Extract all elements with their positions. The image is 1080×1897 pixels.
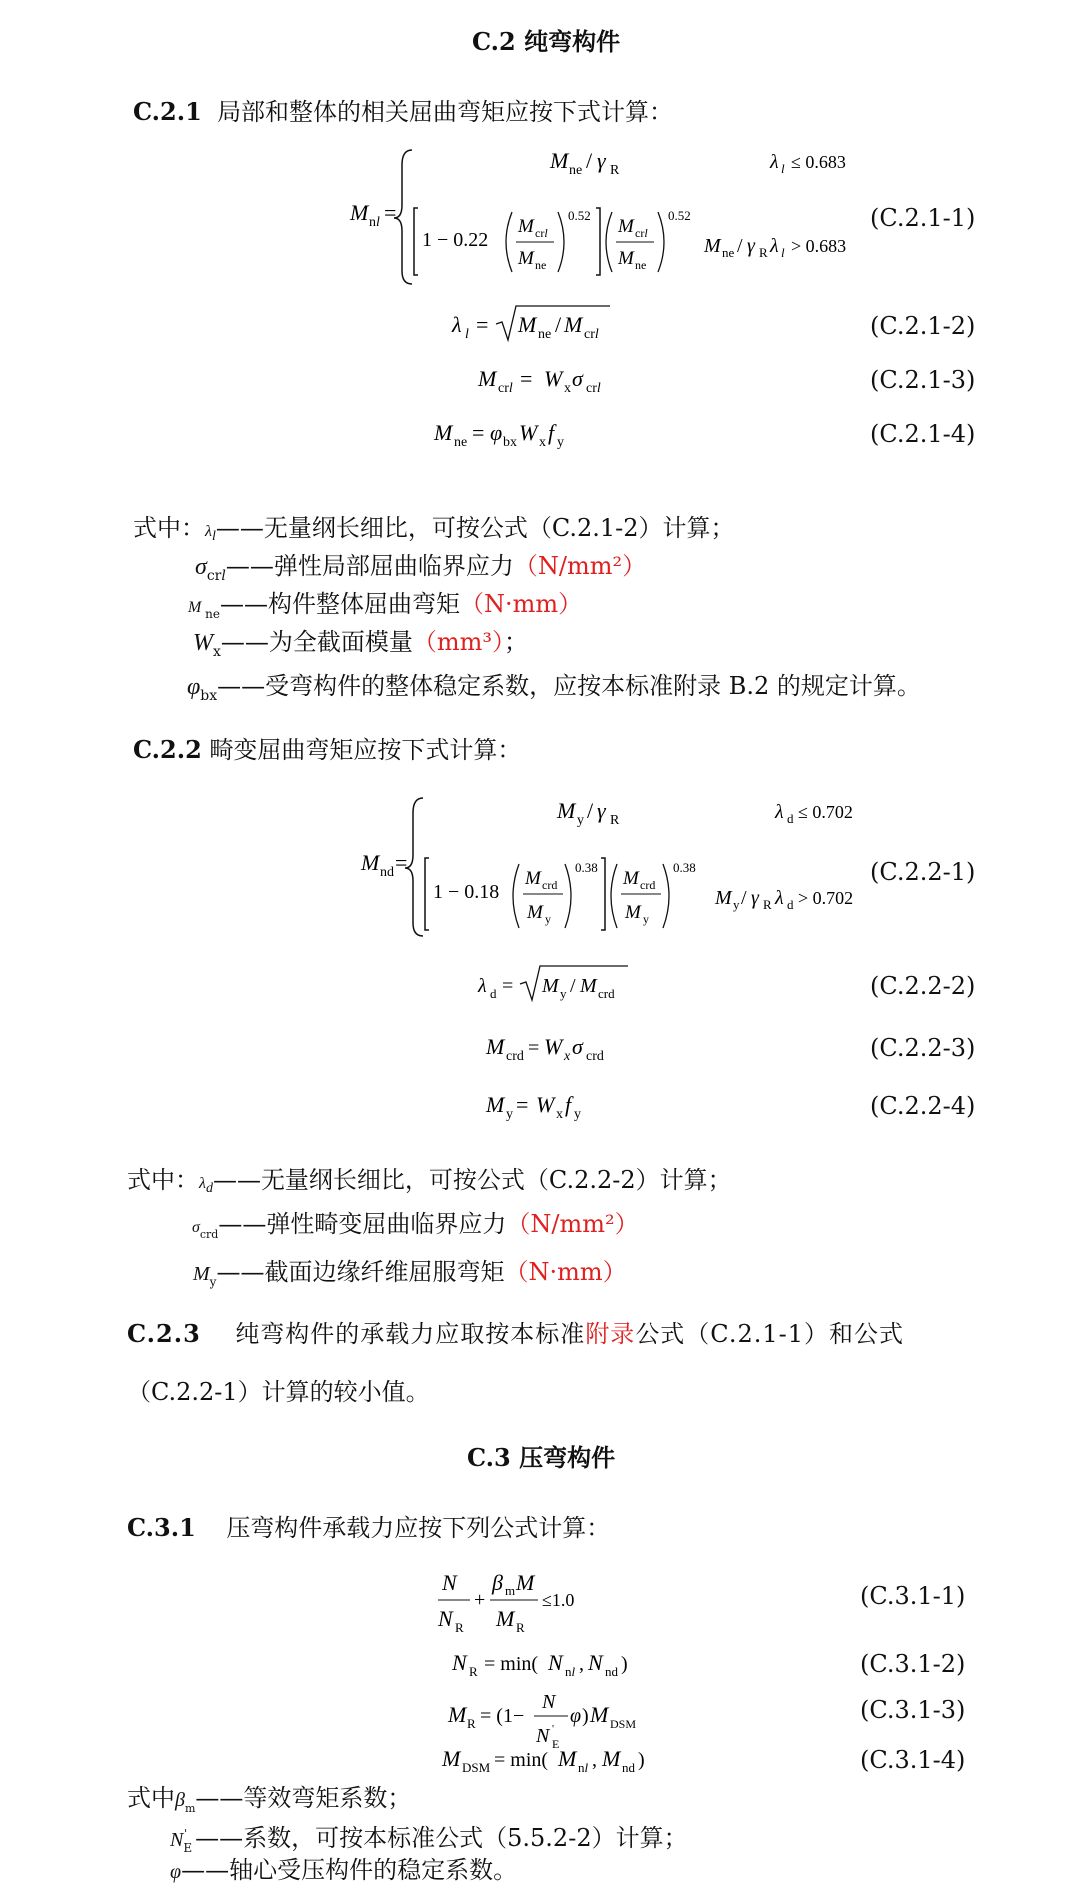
- svg-text:σ: σ: [572, 366, 583, 391]
- definition-lambda-d: 式中：$\lambda_d——$无量纲长细比，可按公式（C.2.2-2）计算；: [127, 1166, 732, 1197]
- cond-1: ≤ 0.683: [791, 152, 846, 172]
- svg-text:R: R: [610, 813, 620, 828]
- svg-text:N: N: [588, 1650, 603, 1675]
- svg-text:crd: crd: [506, 1049, 524, 1064]
- equation-c2-2-1: [355, 790, 915, 940]
- unit: （N/mm²）: [506, 1210, 639, 1238]
- svg-text:M: M: [496, 1606, 515, 1631]
- eq-number: (C.2.1-3): [870, 366, 976, 394]
- svg-text:λ: λ: [775, 887, 784, 909]
- svg-text:M: M: [516, 1570, 535, 1595]
- svg-text:nd: nd: [605, 1664, 618, 1679]
- svg-text:=: =: [476, 312, 489, 337]
- svg-text:ne: ne: [635, 258, 647, 272]
- svg-text:=: =: [384, 200, 397, 225]
- clause-number: C.2.2: [133, 735, 202, 764]
- svg-text:y: y: [560, 986, 567, 1001]
- equation-c2-1-2: [440, 302, 640, 348]
- unit: （N/mm²）: [513, 552, 647, 580]
- definition-m-ne: M $_{ne}$——构件整体屈曲弯矩（N·mm）: [188, 590, 583, 621]
- svg-text:M: M: [618, 248, 634, 269]
- svg-text:crd: crd: [640, 878, 656, 892]
- svg-text:M: M: [704, 235, 721, 257]
- clause-number: C.3.1: [127, 1513, 196, 1542]
- svg-text:M: M: [527, 902, 543, 923]
- svg-text:γ: γ: [597, 148, 606, 173]
- svg-text:ne: ne: [454, 435, 468, 450]
- svg-text:N: N: [438, 1606, 453, 1631]
- equation-c2-2-2: [470, 962, 670, 1008]
- svg-text:λ: λ: [770, 151, 779, 173]
- coef: 1 − 0.22: [422, 229, 489, 251]
- definition-phi: φ——轴心受压构件的稳定系数。: [170, 1856, 518, 1884]
- svg-text:y: y: [733, 897, 740, 912]
- section-title-c2: C.2 纯弯构件: [472, 27, 621, 56]
- svg-text:m: m: [505, 1583, 516, 1598]
- equation-c2-2-3: [480, 1024, 680, 1070]
- eq-number: (C.2.1-1): [870, 204, 976, 232]
- svg-text:ne: ne: [569, 163, 583, 178]
- svg-text:=: =: [502, 975, 514, 997]
- svg-text:x: x: [564, 1049, 571, 1064]
- definition-sigma-crd: $\sigma_{crd}——$弹性畸变屈曲临界应力（N/mm²）: [192, 1210, 639, 1241]
- svg-text:crl: crl: [635, 226, 648, 240]
- svg-text:M: M: [602, 1746, 621, 1771]
- svg-text:M: M: [580, 975, 597, 997]
- svg-text:= min(: = min(: [494, 1749, 549, 1771]
- svg-text:N: N: [542, 1691, 556, 1713]
- svg-text:d: d: [490, 986, 497, 1001]
- svg-text:λ: λ: [452, 312, 462, 337]
- definition-m-y: $M_y——$截面边缘纤维屈服弯矩（N·mm）: [193, 1258, 627, 1289]
- svg-text:R: R: [455, 1620, 464, 1635]
- unit: （N·mm）: [504, 1258, 627, 1286]
- svg-text:M: M: [518, 312, 537, 337]
- equation-c3-1-4: [436, 1736, 696, 1780]
- svg-text:f: f: [565, 1092, 572, 1117]
- equation-c2-2-4: [480, 1082, 680, 1128]
- svg-text:d: d: [787, 897, 794, 912]
- svg-text:R: R: [467, 1716, 476, 1731]
- svg-text:= min(: = min(: [484, 1653, 539, 1675]
- svg-text:N: N: [536, 1725, 550, 1747]
- svg-text:σ: σ: [572, 1034, 583, 1059]
- svg-text:DSM: DSM: [610, 1717, 637, 1731]
- svg-text:): ): [621, 1653, 628, 1675]
- svg-text:d: d: [787, 811, 794, 826]
- svg-text:l: l: [465, 327, 469, 342]
- svg-text:f: f: [548, 420, 555, 445]
- clause-number: C.2.1: [133, 97, 202, 126]
- svg-text:/: /: [741, 887, 747, 909]
- svg-text:l: l: [781, 245, 785, 260]
- svg-text:ne: ne: [538, 327, 552, 342]
- svg-text:γ: γ: [597, 798, 606, 823]
- svg-text:R: R: [763, 897, 772, 912]
- svg-text:W: W: [519, 420, 538, 445]
- svg-text:M: M: [625, 902, 641, 923]
- svg-text:,: ,: [579, 1653, 584, 1675]
- svg-text:E: E: [552, 1737, 560, 1751]
- svg-text:φ: φ: [490, 420, 503, 445]
- eq-number: (C.2.2-4): [870, 1092, 976, 1120]
- svg-text:y: y: [545, 912, 551, 926]
- appendix-link: 附录: [585, 1320, 636, 1348]
- definition-phi-bx: $\varphi_{bx}——$受弯构件的整体稳定系数，应按本标准附录 B.2 的规定计算。: [187, 672, 921, 704]
- where-label: 式中：: [133, 514, 205, 542]
- svg-text:M: M: [350, 200, 369, 225]
- svg-text:/: /: [586, 148, 593, 173]
- svg-text:M: M: [623, 868, 639, 889]
- definition-w-x: $W_x——$为全截面模量（mm³）；: [193, 628, 529, 660]
- svg-text:M: M: [558, 1746, 577, 1771]
- exp-1: 0.52: [568, 208, 591, 223]
- svg-text:R: R: [516, 1620, 525, 1635]
- svg-text:crd: crd: [598, 986, 615, 1001]
- svg-text:β: β: [492, 1570, 503, 1595]
- svg-text:N: N: [442, 1570, 457, 1595]
- definition-n-e: $N_E'$ ——系数，可按本标准公式（5.5.2-2）计算；: [170, 1824, 688, 1855]
- svg-text:R: R: [610, 163, 620, 178]
- clause-c2-3: C.2.3 纯弯构件的承载力应取按本标准附录公式（C.2.1-1）和公式: [127, 1319, 904, 1348]
- svg-text:nd: nd: [380, 865, 394, 880]
- equation-c2-1-3: [470, 356, 670, 402]
- equation-c3-1-1: [430, 1562, 630, 1636]
- svg-text:): ): [638, 1749, 645, 1771]
- svg-text:W: W: [536, 1092, 555, 1117]
- svg-text:crl: crl: [535, 226, 548, 240]
- definition-beta-m: 式中$\beta_m——$等效弯矩系数；: [127, 1784, 412, 1815]
- exp-2: 0.52: [668, 208, 691, 223]
- svg-text:crl: crl: [584, 327, 599, 342]
- svg-text:W: W: [544, 366, 563, 391]
- svg-text:=: =: [520, 366, 533, 391]
- svg-text:x: x: [556, 1107, 563, 1122]
- svg-text:M: M: [442, 1746, 461, 1771]
- svg-text:M: M: [448, 1702, 467, 1727]
- svg-text:): ): [582, 1705, 589, 1727]
- svg-text:crl: crl: [498, 381, 513, 396]
- svg-text:= (1−: = (1−: [480, 1705, 525, 1727]
- eq-number: (C.2.2-3): [870, 1034, 976, 1062]
- eq-number: (C.3.1-2): [860, 1650, 966, 1678]
- svg-text:y: y: [557, 435, 564, 450]
- svg-text:φ: φ: [570, 1705, 582, 1727]
- svg-text:=: =: [472, 420, 485, 445]
- eq-number: (C.2.2-1): [870, 858, 976, 886]
- svg-text:nl: nl: [578, 1760, 589, 1775]
- svg-text:M: M: [525, 868, 541, 889]
- clause-c2-1: [133, 96, 673, 128]
- definition-lambda-l: 式中：$\lambda_l——$无量纲长细比，可按公式（C.2.1-2）计算；: [133, 514, 735, 545]
- svg-text:N: N: [452, 1650, 467, 1675]
- svg-text:y: y: [577, 813, 584, 828]
- unit: （mm³）: [412, 628, 505, 656]
- svg-text:M: M: [550, 148, 569, 173]
- svg-text:l: l: [781, 161, 785, 176]
- svg-text:R: R: [759, 245, 768, 260]
- svg-text:=: =: [516, 1092, 529, 1117]
- where-label: 式中: [127, 1784, 175, 1812]
- svg-text:ne: ne: [722, 245, 735, 260]
- equation-c2-1-4: [430, 410, 630, 456]
- svg-text:M: M: [486, 1092, 505, 1117]
- eq-number: (C.3.1-1): [860, 1582, 966, 1610]
- svg-text:M: M: [590, 1702, 609, 1727]
- svg-text:M: M: [518, 216, 534, 237]
- svg-text:M: M: [361, 850, 380, 875]
- eq-number: (C.2.2-2): [870, 972, 976, 1000]
- svg-text:λ: λ: [775, 801, 784, 823]
- svg-text:M: M: [618, 216, 634, 237]
- svg-text:M: M: [542, 975, 559, 997]
- svg-text:nl: nl: [369, 215, 380, 230]
- svg-text:λ: λ: [770, 235, 779, 257]
- svg-text:crd: crd: [586, 1049, 604, 1064]
- cond-2: > 0.702: [798, 888, 854, 908]
- svg-text:M: M: [557, 798, 576, 823]
- svg-text:x: x: [539, 435, 546, 450]
- svg-text:/: /: [587, 798, 594, 823]
- svg-text:bx: bx: [503, 435, 517, 450]
- cond-1: ≤ 0.702: [798, 802, 853, 822]
- svg-text:R: R: [469, 1664, 478, 1679]
- clause-c3-1: [127, 1512, 610, 1544]
- svg-text:ne: ne: [535, 258, 547, 272]
- clause-c2-3-line2: （C.2.2-1）计算的较小值。: [127, 1378, 430, 1406]
- svg-text:M: M: [478, 366, 497, 391]
- exp-1: 0.38: [575, 860, 598, 875]
- svg-text:': ': [552, 1723, 554, 1735]
- equation-c3-1-2: [448, 1640, 668, 1684]
- svg-text:DSM: DSM: [462, 1760, 491, 1775]
- svg-text:nd: nd: [622, 1760, 635, 1775]
- clause-text: 局部和整体的相关屈曲弯矩应按下式计算：: [217, 98, 674, 126]
- svg-text:crd: crd: [542, 878, 558, 892]
- svg-text:γ: γ: [747, 235, 755, 257]
- svg-text:=: =: [395, 850, 408, 875]
- limit: ≤1.0: [542, 1590, 575, 1610]
- svg-text:M: M: [434, 420, 453, 445]
- clause-c2-2: [133, 734, 521, 766]
- eq-number: (C.3.1-4): [860, 1746, 966, 1774]
- clause-text: 压弯构件承载力应按下列公式计算：: [226, 1514, 611, 1542]
- svg-text:nl: nl: [565, 1664, 576, 1679]
- svg-text:,: ,: [592, 1749, 597, 1771]
- svg-text:/: /: [570, 975, 576, 997]
- eq-number: (C.2.1-2): [870, 312, 976, 340]
- where-label: 式中：: [127, 1166, 199, 1194]
- svg-text:M: M: [715, 887, 732, 909]
- eq-number: (C.2.1-4): [870, 420, 976, 448]
- svg-text:M: M: [564, 312, 583, 337]
- svg-text:M: M: [486, 1034, 505, 1059]
- clause-text: 畸变屈曲弯矩应按下式计算：: [209, 736, 522, 764]
- svg-text:y: y: [643, 912, 649, 926]
- exp-2: 0.38: [673, 860, 696, 875]
- coef: 1 − 0.18: [433, 881, 500, 903]
- svg-text:W: W: [544, 1034, 563, 1059]
- cond-2: > 0.683: [791, 236, 847, 256]
- svg-text:/: /: [737, 235, 743, 257]
- svg-text:crl: crl: [586, 381, 601, 396]
- eq-number: (C.3.1-3): [860, 1696, 966, 1724]
- svg-text:λ: λ: [478, 975, 487, 997]
- clause-number: C.2.3: [127, 1319, 201, 1348]
- svg-text:y: y: [574, 1107, 581, 1122]
- section-title-c3: C.3 压弯构件: [467, 1443, 616, 1472]
- svg-text:M: M: [518, 248, 534, 269]
- svg-text:y: y: [506, 1107, 513, 1122]
- svg-text:=: =: [528, 1037, 540, 1059]
- svg-text:N: N: [548, 1650, 563, 1675]
- unit: （N·mm）: [459, 590, 583, 618]
- svg-text:γ: γ: [751, 887, 759, 909]
- definition-sigma-crl: $\sigma_{crl}——$弹性局部屈曲临界应力（N/mm²）: [195, 552, 647, 584]
- svg-text:/: /: [555, 312, 562, 337]
- svg-text:+: +: [474, 1589, 486, 1611]
- svg-text:x: x: [564, 381, 571, 396]
